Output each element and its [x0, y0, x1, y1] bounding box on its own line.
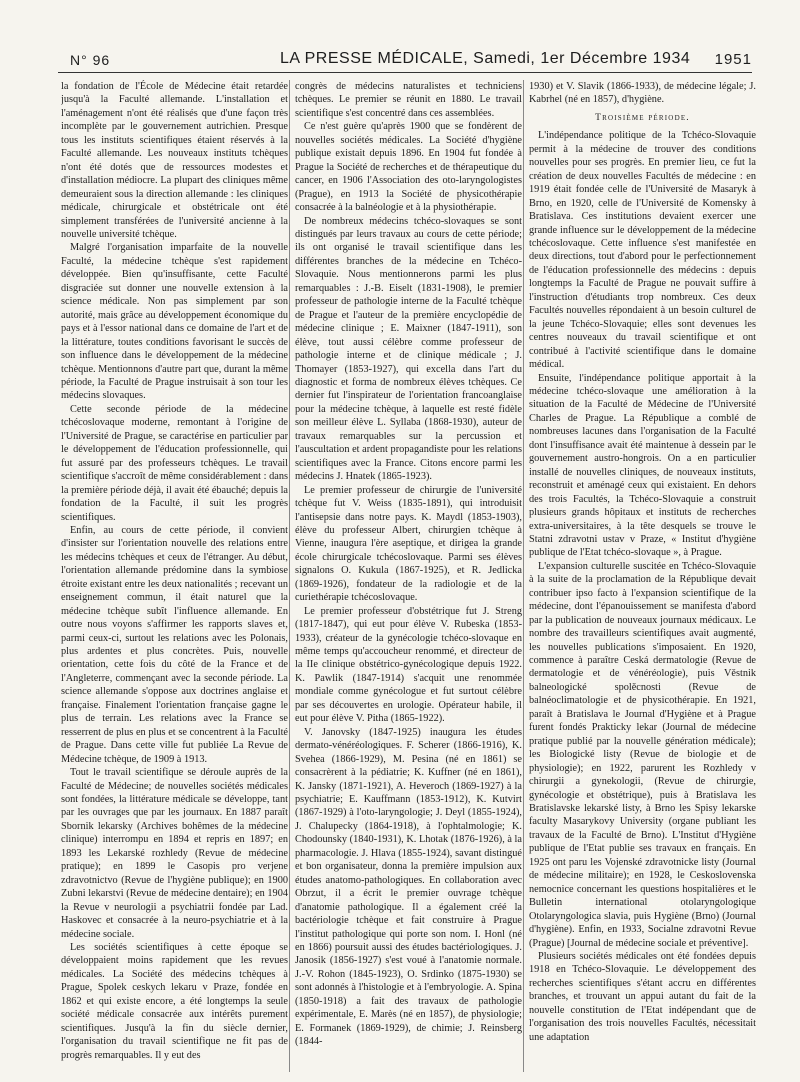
paragraph: Plusieurs sociétés médicales ont été fondées depuis 1918 en Tchéco-Slovaquie. Le développement des recherches scientifiques s'étant accru en différentes branches, et trouvant un appui autant du fait de la nouvelle constitution de l'Etat indépendant que de l'organisation des trois nouvelles Facultés, nécessitait une adaptation — [529, 951, 756, 1043]
paragraph: V. Janovsky (1847-1925) inaugura les études dermato-vénéréologiques. F. Scherer (1866-1916), K. Svehea (1866-1929), M. Pesina (né en 1861) se consacrèrent à la pédiatrie; K. Kuffner (né en 1861), K. Jansky (1871-1921), A. Heveroch (1869-1927) à la psychiatrie; E. Kauffmann (1853-1912), K. Kutvirt (1867-1929) à l'oto-laryngologie; J. Deyl (1855-1924), J. Chalupecky (1864-1918), à l'ophtalmologie; K. Chodounsky (1840-1931), K. Lhotak (1876-1926), à la pharmacologie. J. Hlava (1855-1924), savant distingué et bon organisateur, donna la première impulsion aux études anatomo-pathologiques. En collaboration avec Obrzut, il a écrit le premier ouvrage tchèque d'anatomie pathologique. Il a également créé la bactériologie tchèque et fait construire à Prague l'institut pathologique qui porte son nom. I. Honl (né en 1866) poursuit aussi des études bactériologiques. J. Janosik (1856-1927) s'est voué à l'anatomie normale. J.-V. Rohon (1845-1923), O. Srdinko (1875-1930) se sont adonnés à l'histologie et à l'embryologie. A. Spina (1850-1918) a fait des travaux de pathologie expérimentale, E. Marès (né en 1857), de physiologie; E. Formanek (1869-1929), de chimie; J. Reinsberg (1844- — [295, 726, 522, 1048]
paragraph: L'indépendance politique de la Tchéco-Slovaquie permit à la médecine de trouver des conditions nouvelles pour ses progrès. En premier lieu, ce fut la création de deux nouvelles Facultés de médecine : en 1919 était fondée celle de l'Université de Masaryk à Brno, en 1920, celle de l'Université de Komensky à Bratislava. Ces institutions devaient exercer une grande influence sur le développement de la médecine tchécoslovaque. Cette influence s'est manifestée en deux directions, tout d'abord pour le perfectionnement de l'éducation professionnelle des médecins : depuis longtemps la Faculté de Prague ne pouvait suffire à l'instruction d'étudiants trop nombreux. Ces deux Facultés nouvelles répondaient à un besoin culturel de la jeune Tchéco-Slovaquie; elles sont devenues les centres nouveaux du travail scientifique et ont contribué à l'activité scientifique dans le domaine médical. — [529, 130, 756, 371]
column-3 — [529, 80, 756, 1075]
paragraph: Ensuite, l'indépendance politique apportait à la médecine tchéco-slovaque une amélioration à la situation de la Faculté de Médecine de l'Université Charles de Prague. La République a comblé de nombreuses lacunes dans l'organisation de la Faculté dont l'insuffisance avait été maintenue à dessein par le gouvernement austro-hongrois. On a en particulier installé de nouvelles cliniques, de nouveaux instituts, reconstruit et aménagé ceux qui existaient. En dehors des trois Facultés, la Tchéco-Slovaquie a construit plusieurs grands hôpitaux et instituts de recherches extra-universitaires, à la tête desquels se trouve le Statni zdravotni ustav v Praze, « Institut d'hygiène publique de l'Etat tchéco-slovaque », à Prague. — [529, 372, 756, 559]
section-heading: Troisième période. — [595, 112, 690, 123]
paragraph: Les sociétés scientifiques à cette époque se développaient moins rapidement que les revues médicales. La Société des médecins tchèques à Prague, Spolek ceskych lekaru v Praze, fondée en 1862 et qui existe encore, a été longtemps la seule société médicale consacrée aux intérêts purement scientifiques. Jusqu'à la fin du siècle dernier, l'organisation du travail scientifique ne fit pas de progrès remarquables. Il y eut des — [61, 942, 288, 1061]
paragraph: De nombreux médecins tchéco-slovaques se sont distingués par leurs travaux au cours de cette période; ils ont organisé le travail scientifique dans les différentes branches de la médecine en Tchéco-Slovaquie. Nous mentionnerons parmi les plus remarquables : J.-B. Eiselt (1831-1908), le premier professeur de pathologie interne de la Faculté tchèque de Prague et l'auteur de la première encyclopédie de médecine clinique ; E. Maixner (1847-1911), son élève, tout aussi célèbre comme professeur de pathologie interne et de clinique médicale ; J. Thomayer (1853-1927), qui excella dans l'art du diagnostic et forma de nombreux élèves tchèques. Ce dernier fut l'inspirateur de l'orientation francoanglaise pour la médecine tchèque, à laquelle est resté fidèle son meilleur élève L. Syllaba (1868-1930), auteur de travaux remarquables sur la percussion et l'auscultation et ardent propagandiste pour les relations scientifiques avec la France. Citons encore parmi les médecins J. Hnatek (1865-1923). — [295, 215, 522, 483]
paragraph: Enfin, au cours de cette période, il convient d'insister sur l'orientation nouvelle des relations entre les médecins tchèques et ceux de l'étranger. Au début, l'orientation allemande prédomine dans la symbiose étroite existant entre les deux nationalités ; recevant un enseignement commun, il était naturel que la médecine tchèque subît l'influence allemande. En outre nous voyons s'affirmer les rapports slaves et, parmi ceux-ci, surtout les relations avec les Polonais, plus ardentes et plus concrètes. Puis, nouvelle orientation, cette fois du côté de la France et de l'Angleterre, commençant avec la seconde période. La science allemande s'oppose aux doctrines anglaise et française. Finalement l'orientation française gagne le plus de terrain. Les relations avec la France se resserrent de plus en plus et se concentrent à la Faculté de Prague. Dans cette ville fut publiée La Revue de Médecine tchèque, de 1909 à 1913. — [61, 524, 288, 765]
header-rule — [58, 72, 752, 73]
paragraph: Le premier professeur de chirurgie de l'université tchèque fut V. Weiss (1835-1891), qui introduisit l'antisepsie dans notre pays. K. Maydl (1853-1903), élève du professeur Albert, chirurgien tchèque à Vienne, inaugura l'ère aseptique, et dirigea la grande école chirurgicale tchécoslovaque. Parmi ses élèves signalons O. Kukula (1867-1925), et R. Jedlicka (1869-1926), fondateur de la radiologie et de la curiethérapie tchécoslovaque. — [295, 484, 522, 604]
column-divider — [523, 80, 524, 1072]
paragraph: la fondation de l'École de Médecine était retardée jusqu'à la Faculté allemande. L'installation et l'aménagement n'ont été réalisés que d'une façon très incomplète par le gouvernement autrichien. Presque tous les instituts scientifiques étaient réservés à la Faculté allemande. Les nouveaux instituts tchèques n'ont été dotés que de ressources modestes et d'installation médiocre. La plupart des cliniques même demeuraient sous la direction allemande : les cliniques médicale, chirurgicale et obstétricale ont été simplement transférées de l'université ancienne à la nouvelle université tchèque. — [61, 81, 288, 240]
column-divider — [289, 80, 290, 1072]
paragraph: Cette seconde période de la médecine tchécoslovaque moderne, remontant à l'origine de l'Université de Prague, se caractérise en particulier par le développement de l'éducation professionnelle, qui fut assuré par des professeurs tchèques. Le travail scientifique s'accroît de même considérablement : dans la première période déjà, il avait été ébauché; depuis la fondation de la Faculté, il suit les progrès scientifiques. — [61, 403, 288, 523]
paragraph: 1930) et V. Slavik (1866-1933), de médecine légale; J. Kabrhel (né en 1857), d'hygiène. — [529, 81, 756, 106]
journal-title: LA PRESSE MÉDICALE, Samedi, 1er Décembre 1934 — [280, 50, 691, 67]
paragraph: congrès de médecins naturalistes et techniciens tchèques. Le premier se réunit en 1880. Le travail scientifique s'est concentré dans ces assemblées. — [295, 81, 522, 119]
issue-number: N° 96 — [70, 52, 111, 68]
paragraph: Le premier professeur d'obstétrique fut J. Streng (1817-1847), qui eut pour élève V. Rubeska (1853-1933), créateur de la gynécologie tchéco-slovaque en même temps qu'accoucheur renommé, et directeur de la IIe clinique obstétrico-gynécologique depuis 1922. K. Pawlik (1847-1914) s'acquit une renommée mondiale comme gynécologue et fut surtout célèbre par ses découvertes en urologie. Opérateur habile, il eut pour élève V. Pitha (1865-1922). — [295, 605, 522, 725]
column-2 — [295, 80, 522, 1075]
page-number: 1951 — [714, 51, 752, 68]
page-header — [70, 40, 752, 70]
paragraph: Tout le travail scientifique se déroule auprès de la Faculté de Médecine; de nouvelles sociétés médicales sont fondées, la littérature médicale se développe, tant par les ouvrages que par les journaux. En 1887 paraît Sbornik lekarsky (Archives bohêmes de la médecine clinique) interrompu en 1894 et repris en 1897; en 1893 les Lekarské rozhledy (Revue de médecine pratique); en 1899 le Casopis pro verjene zdravotnictvo (Revue de l'hygiène publique); en 1900 Zubni lekarstvi (Revue de médecine dentaire); en 1904 la Revue v neurologii a psychiatrii fondée par Lad. Haskovec et consacrée à la neuro-psychiatrie et à la médecine sociale. — [61, 767, 288, 940]
column-1 — [61, 80, 288, 1075]
paragraph: Malgré l'organisation imparfaite de la nouvelle Faculté, la médecine tchèque s'est rapidement développée. Bien qu'insuffisante, cette Faculté disgraciée sut donner une nouvelle extension à la science médicale. Non pas simplement par son autorité, mais grâce au développement économique du pays et à l'essor national dans ce domaine de l'art et de la littérature, toutes conditions favorisant le succès de son influence dans le développement de la médecine tchèque. Mentionnons d'autre part que, durant la même période, la Faculté de Prague instruisait à son tour les médecins slovaques. — [61, 242, 288, 402]
paragraph: L'expansion culturelle suscitée en Tchéco-Slovaquie à la suite de la proclamation de la République devait contribuer ipso facto à l'expansion scientifique de la médecine, dont l'épanouissement se manifesta d'abord par la publication de nouveaux journaux médicaux. Le nombre des travailleurs scientifiques avait augmenté, les nouvelles publications s'imposaient. En 1920, commence à paraître Ceská dermatologie (Revue de dermatologie et de vénéréologie), puis Věstnik balneologické spolěcnosti (Revue de balnéoclimatologie et de physicothérapie. En 1921, paraît à Bratislava le Journal d'Hygiène et à Prague furent fondés Prakticky lekar (Journal de médecine pratique publié par la nouvelle génération médicale); les Biologické listy (Revue de biologie et de physiologie); en 1922, parurent les Rozhledy v chirurgii a gynekologii, (Revue de chirurgie, gynécologie et obstétrique), puis à Bratislava les Bratislavske lekarské listy, à Brno les Spisy lekarske faculty Masarykovy University (organe publiant les travaux de la Faculté de Brno). L'Institut d'Hygiène publique de l'Etat publie ses travaux en français. En 1925 ont paru les Vojenské zdravotnicke listy (Journal de médecine militaire); en 1928, le Ceskoslovenska nemocnice concernant les questions hospitalières et le Bulletin international otolaryngologique Otolaryngologica slavia, puis Hygiène (Brno) (Journal d'hygiène). Enfin, en 1933, Socialne zdravotni Revue (Prague) [Journal de médecine sociale et préventive]. — [529, 560, 756, 949]
paragraph: Ce n'est guère qu'après 1900 que se fondèrent de nouvelles sociétés médicales. La Société d'hygiène publique existait depuis 1896. En 1904 fut fondée à Prague la Société de recherches et de thérapeutique du cancer, en 1906 l'Association des oto-laryngologistes (Prague), en 1913 la Société de physicothérapie consacrée à la balnéologie et à la physiothérapie. — [295, 121, 522, 214]
